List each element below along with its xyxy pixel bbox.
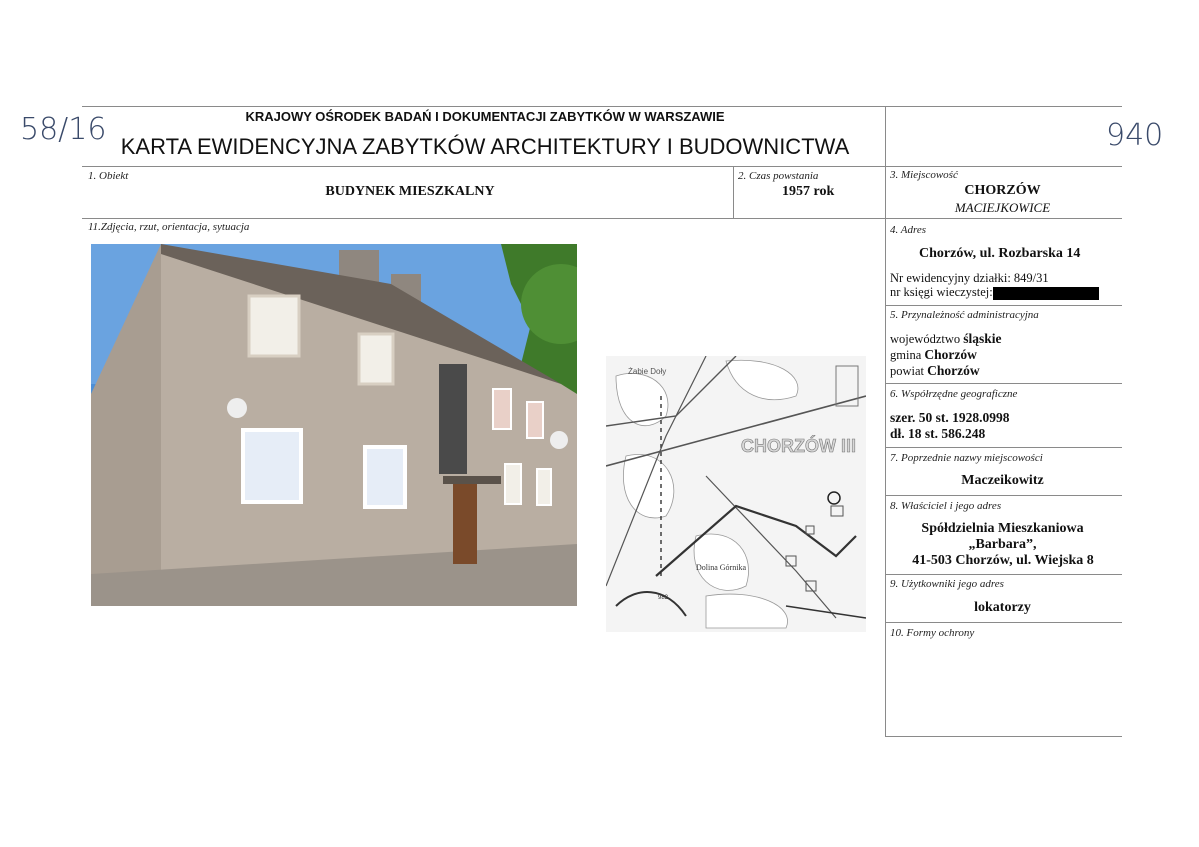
- poprzednie-value: Maczeikowitz: [961, 473, 1044, 488]
- photo-window-1: [249, 296, 299, 356]
- rule-right-column: [885, 106, 886, 736]
- rule-bottom: [885, 736, 1122, 737]
- wlasciciel-line3: 41-503 Chorzów, ul. Wiejska 8: [912, 553, 1094, 568]
- institution-name: KRAJOWY OŚRODEK BADAŃ I DOKUMENTACJI ZABYTKÓW W WARSZAWIE: [245, 109, 725, 124]
- building-photo: [91, 244, 577, 606]
- photo-satellite-dish-2: [550, 431, 568, 449]
- photo-window-7: [505, 464, 521, 504]
- location-map: [606, 356, 866, 632]
- photo-window-2: [359, 334, 393, 384]
- wspolrzedne-label: 6. Współrzędne geograficzne: [890, 388, 1018, 400]
- rule-after-adres: [885, 305, 1122, 306]
- zdjecia-label: 11.Zdjęcia, rzut, orientacja, sytuacja: [88, 221, 250, 233]
- ksiega-label: nr księgi wieczystej:: [890, 285, 993, 299]
- gmina-prefix: gmina: [890, 348, 922, 362]
- photo-window-4: [365, 447, 405, 507]
- photo-stairwell: [439, 364, 467, 474]
- rule-after-wsp: [885, 447, 1122, 448]
- rule-header-bottom: [82, 166, 1122, 167]
- wlasciciel-line2: „Barbara”,: [968, 537, 1037, 552]
- map-number-label: 982: [658, 595, 669, 601]
- redaction-bar: [993, 287, 1099, 300]
- rule-czas-left: [733, 166, 734, 218]
- miejscowosc-value: CHORZÓW: [964, 183, 1041, 198]
- przynaleznosc-label: 5. Przynależność administracyjna: [890, 309, 1039, 321]
- rule-after-przyn: [885, 383, 1122, 384]
- rule-top: [82, 106, 1122, 107]
- obiekt-value: BUDYNEK MIESZKALNY: [325, 184, 495, 199]
- photo-window-8: [537, 469, 551, 505]
- gmina-row: [890, 347, 977, 363]
- photo-satellite-dish-1: [227, 398, 247, 418]
- czas-label: 2. Czas powstania: [738, 170, 819, 182]
- rule-row1-bottom: [82, 218, 1122, 219]
- powiat-value: Chorzów: [927, 363, 980, 378]
- handwritten-number-right: 940: [1106, 118, 1164, 153]
- photo-door: [453, 484, 477, 564]
- rule-after-uzyt: [885, 622, 1122, 623]
- photo-window-6: [527, 402, 543, 438]
- wojewodztwo-prefix: województwo: [890, 332, 961, 346]
- photo-window-5: [493, 389, 511, 429]
- map-district-label: CHORZÓW III: [741, 436, 856, 456]
- uzytkownik-value: lokatorzy: [974, 600, 1031, 615]
- wlasciciel-line1: Spółdzielnia Mieszkaniowa: [921, 521, 1084, 536]
- czas-value: 1957 rok: [782, 184, 835, 199]
- photo-window-3: [243, 430, 301, 502]
- szerokosc-value: szer. 50 st. 1928.0998: [890, 410, 1010, 425]
- wojewodztwo-value: śląskie: [963, 331, 1002, 346]
- ksiega-row: [890, 285, 1099, 300]
- adres-label: 4. Adres: [890, 224, 927, 236]
- wlasciciel-label: 8. Właściciel i jego adres: [890, 500, 1002, 512]
- map-place-label-1: Żabie Doły: [628, 367, 667, 376]
- uzytkownik-label: 9. Użytkowniki jego adres: [890, 578, 1004, 590]
- formy-label: 10. Formy ochrony: [890, 627, 975, 639]
- miejscowosc-sub: MACIEJKOWICE: [954, 200, 1051, 215]
- powiat-prefix: powiat: [890, 364, 925, 378]
- rule-after-wlasc: [885, 574, 1122, 575]
- poprzednie-label: 7. Poprzednie nazwy miejscowości: [890, 452, 1043, 464]
- photo-door-canopy: [443, 476, 501, 484]
- card-title: KARTA EWIDENCYJNA ZABYTKÓW ARCHITEKTURY I BUDOWNICTWA: [120, 134, 850, 159]
- miejscowosc-label: 3. Miejscowość: [890, 169, 958, 181]
- obiekt-label: 1. Obiekt: [88, 170, 129, 182]
- gmina-value: Chorzów: [924, 347, 977, 362]
- map-place-label-2: Dolina Górnika: [696, 563, 746, 572]
- dzialka-number: Nr ewidencyjny działki: 849/31: [890, 271, 1049, 285]
- dlugosc-value: dł. 18 st. 586.248: [890, 426, 986, 441]
- powiat-row: [890, 363, 980, 379]
- handwritten-number-left: 58/16: [20, 112, 107, 147]
- rule-after-poprz: [885, 495, 1122, 496]
- wojewodztwo-row: [890, 331, 1002, 347]
- adres-value: Chorzów, ul. Rozbarska 14: [919, 246, 1081, 261]
